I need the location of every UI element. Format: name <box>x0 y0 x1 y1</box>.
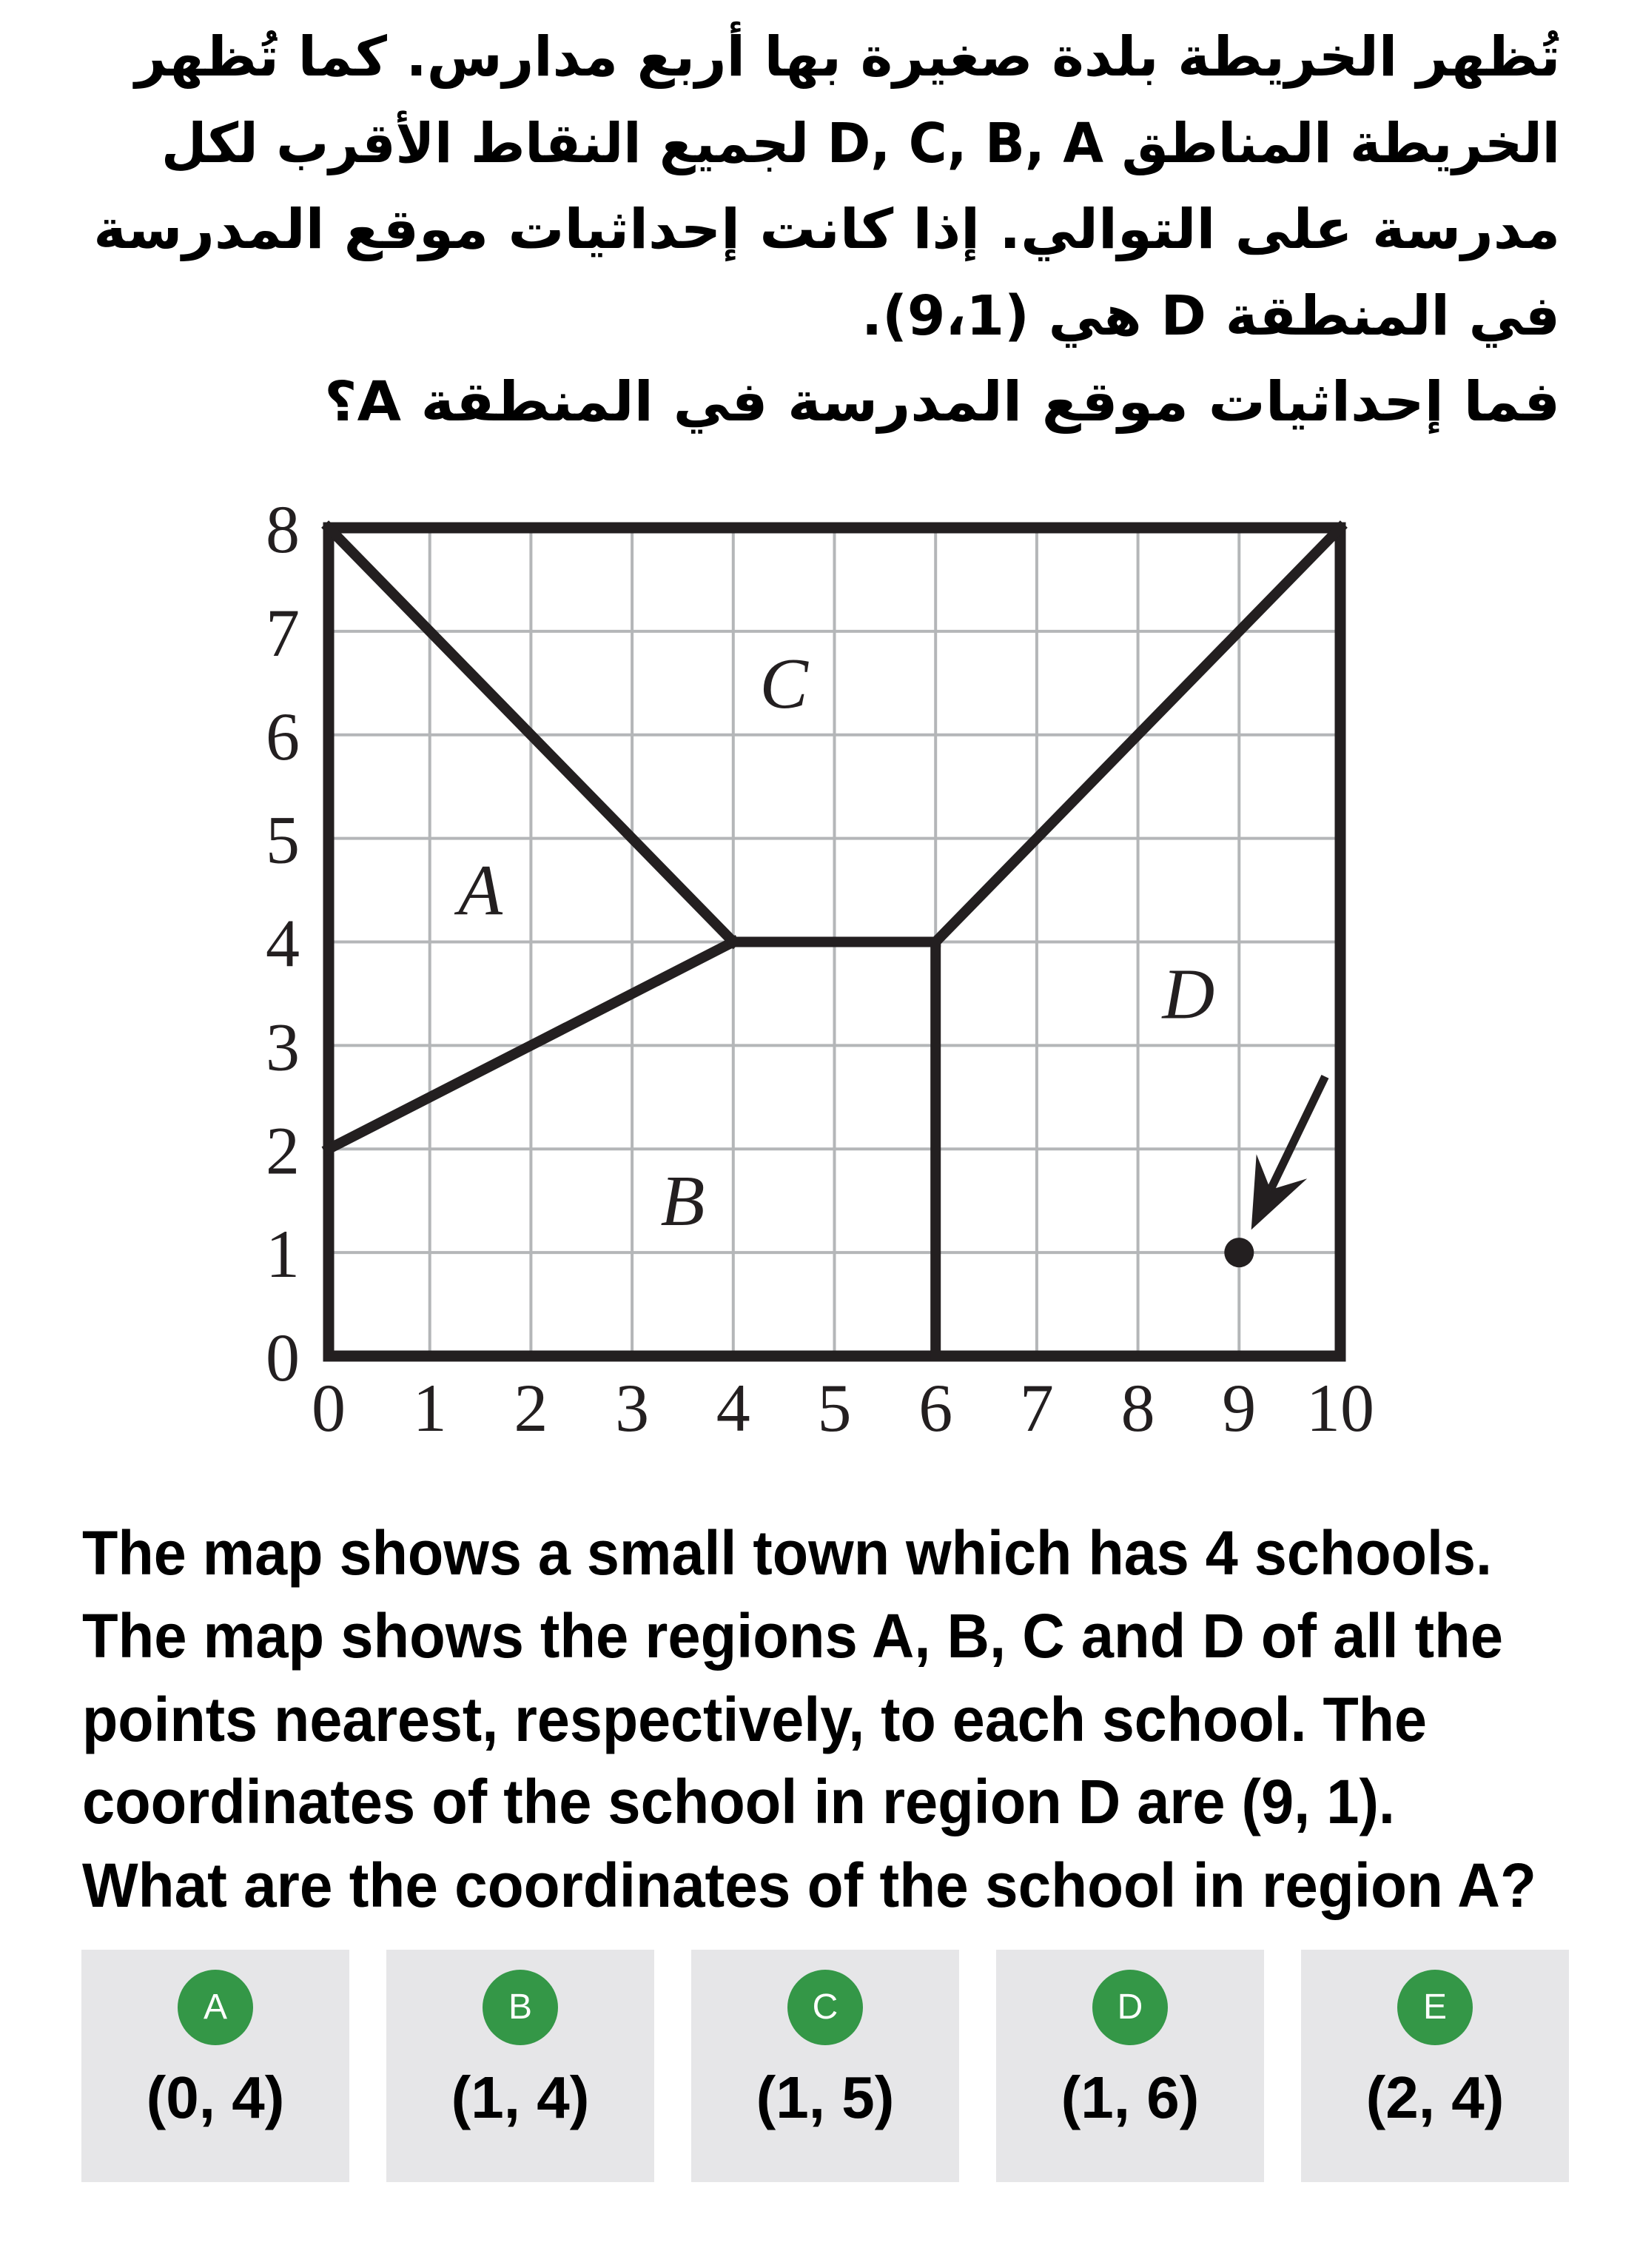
y-tick-label: 5 <box>266 802 300 878</box>
y-tick-label: 0 <box>266 1320 300 1395</box>
x-tick-label: 1 <box>412 1370 447 1446</box>
region-label-c: C <box>759 643 808 724</box>
y-tick-label: 3 <box>266 1009 300 1085</box>
choice-b[interactable] <box>386 1950 654 2182</box>
x-tick-label: 9 <box>1222 1370 1257 1446</box>
x-tick-label: 8 <box>1120 1370 1155 1446</box>
y-tick-label: 6 <box>266 698 300 774</box>
x-tick-label: 4 <box>716 1370 750 1446</box>
choice-answer: (2, 4) <box>1365 2064 1505 2130</box>
question-english-line: The map shows a small town which has 4 schools. <box>82 1518 1492 1588</box>
choice-letter-badge: B <box>483 1970 558 2045</box>
question-arabic-line: في المنطقة D هي (9،1). <box>861 284 1560 348</box>
y-tick-label: 4 <box>266 905 300 982</box>
y-tick-label: 1 <box>266 1216 300 1292</box>
x-tick-label: 7 <box>1019 1370 1054 1446</box>
choice-a[interactable] <box>81 1950 349 2182</box>
choice-answer: (0, 4) <box>146 2064 285 2130</box>
choice-answer: (1, 4) <box>451 2064 590 2130</box>
choice-d[interactable] <box>996 1950 1264 2182</box>
question-english-line: coordinates of the school in region D are (9, 1). <box>82 1767 1395 1836</box>
x-tick-label: 5 <box>817 1370 852 1446</box>
x-tick-label: 3 <box>615 1370 650 1446</box>
x-tick-label: 2 <box>514 1370 548 1446</box>
region-label-a: A <box>458 850 503 931</box>
question-english-line: The map shows the regions A, B, C and D of all the <box>82 1601 1503 1671</box>
choice-e[interactable] <box>1301 1950 1569 2182</box>
x-tick-label: 6 <box>918 1370 953 1446</box>
y-tick-label: 7 <box>266 594 300 671</box>
question-english-line: What are the coordinates of the school in region A? <box>82 1851 1536 1920</box>
question-arabic-line: تُظهر الخريطة بلدة صغيرة بها أربع مدارس. كما تُظهر <box>135 25 1560 89</box>
choice-answer: (1, 6) <box>1061 2064 1200 2130</box>
question-english-line: points nearest, respectively, to each school. The <box>82 1685 1427 1754</box>
arrow-shaft <box>1271 1076 1325 1190</box>
question-arabic-line: الخريطة المناطق D, C, B, A لجميع النقاط الأقرب لكل <box>161 112 1560 175</box>
region-label-b: B <box>660 1161 705 1242</box>
choice-answer: (1, 5) <box>756 2064 895 2130</box>
school-dot <box>1224 1238 1254 1267</box>
choice-letter-badge: D <box>1092 1970 1168 2045</box>
y-tick-label: 2 <box>266 1113 300 1189</box>
question-arabic-line: فما إحداثيات موقع المدرسة في المنطقة A؟ <box>324 370 1560 434</box>
choice-letter-badge: A <box>178 1970 253 2045</box>
x-tick-label: 10 <box>1306 1370 1374 1446</box>
question-arabic-line: مدرسة على التوالي. إذا كانت إحداثيات موقع المدرسة <box>93 198 1560 261</box>
y-tick-label: 8 <box>266 491 300 567</box>
choice-letter-badge: C <box>787 1970 863 2045</box>
region-label-d: D <box>1162 954 1215 1035</box>
x-tick-label: 0 <box>312 1370 346 1446</box>
choice-letter-badge: E <box>1397 1970 1473 2045</box>
choice-c[interactable] <box>691 1950 959 2182</box>
